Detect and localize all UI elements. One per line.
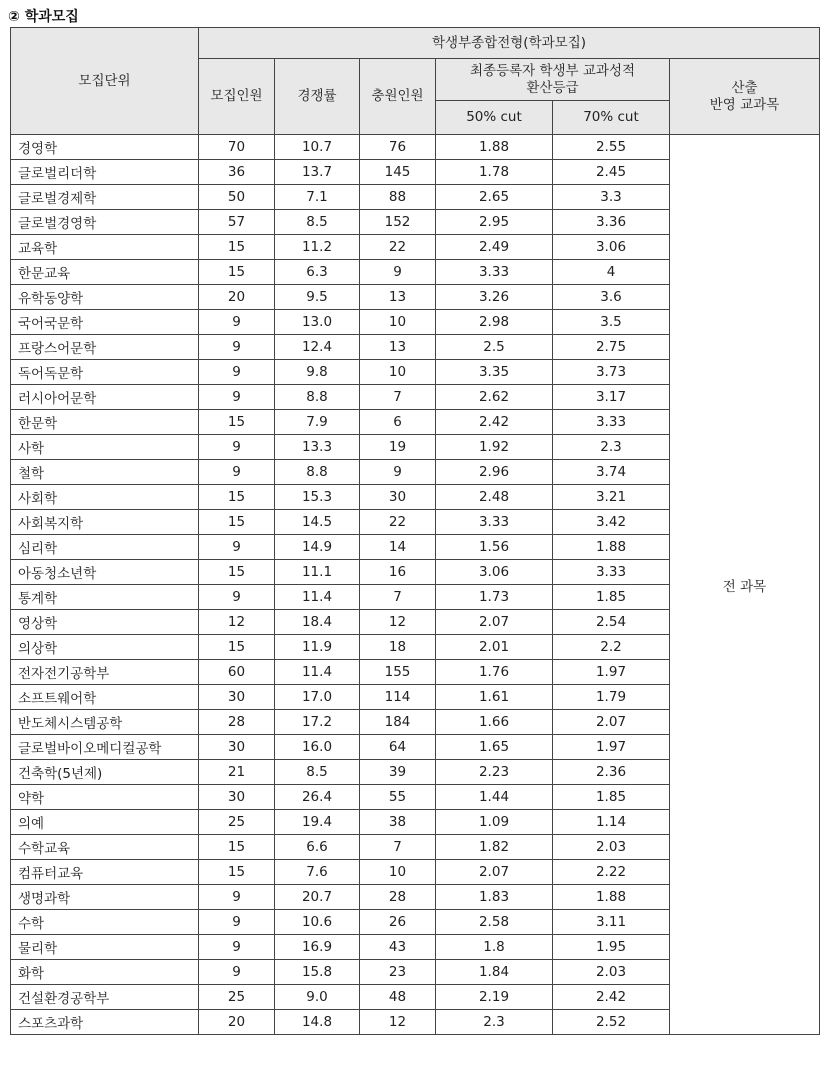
waitlist-cell: 184 [360,710,436,735]
admissions-table [10,27,820,1035]
cut70-cell: 3.42 [553,510,670,535]
waitlist-cell: 26 [360,910,436,935]
cut50-cell: 2.07 [436,610,553,635]
unit-cell: 약학 [11,785,199,810]
unit-cell: 수학 [11,910,199,935]
cut50-cell: 3.35 [436,360,553,385]
header-grade-line2: 환산등급 [526,79,579,96]
competition-cell: 7.1 [275,185,360,210]
cut50-cell: 2.01 [436,635,553,660]
cut70-cell: 2.36 [553,760,670,785]
competition-cell: 26.4 [275,785,360,810]
cut50-cell: 2.96 [436,460,553,485]
cut70-cell: 2.2 [553,635,670,660]
table-row [11,135,820,160]
cut50-cell: 3.26 [436,285,553,310]
cut70-cell: 3.11 [553,910,670,935]
unit-cell: 건설환경공학부 [11,985,199,1010]
cut50-cell: 1.09 [436,810,553,835]
quota-cell: 15 [199,860,275,885]
quota-cell: 9 [199,910,275,935]
competition-cell: 9.8 [275,360,360,385]
quota-cell: 15 [199,485,275,510]
cut50-cell: 1.61 [436,685,553,710]
unit-cell: 경영학 [11,135,199,160]
quota-cell: 50 [199,185,275,210]
cut50-cell: 1.56 [436,535,553,560]
cut70-cell: 2.52 [553,1010,670,1035]
waitlist-cell: 38 [360,810,436,835]
header-grade-line1: 최종등록자 학생부 교과성적 [469,62,636,79]
cut70-cell: 2.07 [553,710,670,735]
waitlist-cell: 12 [360,610,436,635]
cut70-cell: 3.36 [553,210,670,235]
header-subjects [670,59,820,135]
cut70-cell: 1.79 [553,685,670,710]
cut50-cell: 2.42 [436,410,553,435]
competition-cell: 16.9 [275,935,360,960]
cut70-cell: 2.55 [553,135,670,160]
cut50-cell: 1.65 [436,735,553,760]
unit-cell: 컴퓨터교육 [11,860,199,885]
unit-cell: 영상학 [11,610,199,635]
cut50-cell: 2.5 [436,335,553,360]
cut50-cell: 3.33 [436,510,553,535]
header-waitlist: 충원인원 [360,59,436,135]
cut50-cell: 2.95 [436,210,553,235]
waitlist-cell: 152 [360,210,436,235]
quota-cell: 30 [199,685,275,710]
unit-cell: 글로벌리더학 [11,160,199,185]
cut70-cell: 2.45 [553,160,670,185]
cut70-cell: 1.85 [553,585,670,610]
header-cut70: 70% cut [553,101,670,135]
unit-cell: 수학교육 [11,835,199,860]
cut50-cell: 1.78 [436,160,553,185]
cut70-cell: 3.33 [553,560,670,585]
cut70-cell: 1.97 [553,660,670,685]
unit-cell: 한문학 [11,410,199,435]
unit-cell: 생명과학 [11,885,199,910]
unit-cell: 전자전기공학부 [11,660,199,685]
competition-cell: 8.8 [275,460,360,485]
competition-cell: 8.5 [275,760,360,785]
unit-cell: 러시아어문학 [11,385,199,410]
unit-cell: 교육학 [11,235,199,260]
header-grade [436,59,670,101]
cut50-cell: 2.49 [436,235,553,260]
cut70-cell: 3.74 [553,460,670,485]
quota-cell: 9 [199,460,275,485]
quota-cell: 15 [199,410,275,435]
unit-cell: 사회복지학 [11,510,199,535]
cut70-cell: 3.06 [553,235,670,260]
cut50-cell: 1.82 [436,835,553,860]
cut50-cell: 2.62 [436,385,553,410]
quota-cell: 30 [199,785,275,810]
cut50-cell: 1.83 [436,885,553,910]
competition-cell: 8.5 [275,210,360,235]
cut70-cell: 3.17 [553,385,670,410]
cut50-cell: 2.48 [436,485,553,510]
subjects-cell: 전 과목 [670,135,820,1035]
cut50-cell: 2.58 [436,910,553,935]
quota-cell: 25 [199,985,275,1010]
cut50-cell: 1.84 [436,960,553,985]
competition-cell: 12.4 [275,335,360,360]
quota-cell: 15 [199,260,275,285]
unit-cell: 건축학(5년제) [11,760,199,785]
quota-cell: 60 [199,660,275,685]
unit-cell: 반도체시스템공학 [11,710,199,735]
competition-cell: 17.0 [275,685,360,710]
cut50-cell: 2.65 [436,185,553,210]
cut70-cell: 2.03 [553,835,670,860]
header-competition: 경쟁률 [275,59,360,135]
cut70-cell: 2.22 [553,860,670,885]
quota-cell: 25 [199,810,275,835]
quota-cell: 9 [199,585,275,610]
waitlist-cell: 39 [360,760,436,785]
quota-cell: 9 [199,535,275,560]
competition-cell: 13.0 [275,310,360,335]
header-cut50: 50% cut [436,101,553,135]
cut50-cell: 1.76 [436,660,553,685]
quota-cell: 9 [199,935,275,960]
competition-cell: 14.8 [275,1010,360,1035]
waitlist-cell: 13 [360,285,436,310]
competition-cell: 11.1 [275,560,360,585]
competition-cell: 9.5 [275,285,360,310]
waitlist-cell: 12 [360,1010,436,1035]
unit-cell: 유학동양학 [11,285,199,310]
quota-cell: 15 [199,510,275,535]
cut70-cell: 2.42 [553,985,670,1010]
cut70-cell: 2.3 [553,435,670,460]
competition-cell: 11.2 [275,235,360,260]
cut70-cell: 2.75 [553,335,670,360]
cut50-cell: 2.19 [436,985,553,1010]
cut50-cell: 1.66 [436,710,553,735]
header-subjects-line1: 산출 [731,79,758,96]
cut70-cell: 3.21 [553,485,670,510]
competition-cell: 19.4 [275,810,360,835]
competition-cell: 9.0 [275,985,360,1010]
cut50-cell: 2.3 [436,1010,553,1035]
quota-cell: 9 [199,960,275,985]
quota-cell: 20 [199,285,275,310]
competition-cell: 11.9 [275,635,360,660]
competition-cell: 14.5 [275,510,360,535]
competition-cell: 11.4 [275,585,360,610]
cut70-cell: 4 [553,260,670,285]
quota-cell: 70 [199,135,275,160]
waitlist-cell: 43 [360,935,436,960]
quota-cell: 20 [199,1010,275,1035]
quota-cell: 15 [199,835,275,860]
quota-cell: 15 [199,560,275,585]
waitlist-cell: 9 [360,460,436,485]
quota-cell: 9 [199,335,275,360]
header-unit: 모집단위 [11,28,199,135]
cut50-cell: 2.23 [436,760,553,785]
header-subjects-line2: 반영 교과목 [709,96,780,113]
quota-cell: 9 [199,435,275,460]
quota-cell: 9 [199,885,275,910]
waitlist-cell: 30 [360,485,436,510]
unit-cell: 철학 [11,460,199,485]
quota-cell: 30 [199,735,275,760]
unit-cell: 의상학 [11,635,199,660]
competition-cell: 13.7 [275,160,360,185]
waitlist-cell: 10 [360,310,436,335]
cut50-cell: 2.98 [436,310,553,335]
waitlist-cell: 76 [360,135,436,160]
competition-cell: 11.4 [275,660,360,685]
cut70-cell: 3.6 [553,285,670,310]
waitlist-cell: 9 [360,260,436,285]
competition-cell: 15.8 [275,960,360,985]
unit-cell: 화학 [11,960,199,985]
cut50-cell: 1.92 [436,435,553,460]
waitlist-cell: 13 [360,335,436,360]
waitlist-cell: 7 [360,585,436,610]
quota-cell: 9 [199,385,275,410]
quota-cell: 28 [199,710,275,735]
waitlist-cell: 64 [360,735,436,760]
cut50-cell: 2.07 [436,860,553,885]
waitlist-cell: 7 [360,835,436,860]
header-quota: 모집인원 [199,59,275,135]
waitlist-cell: 114 [360,685,436,710]
cut70-cell: 1.88 [553,535,670,560]
unit-cell: 아동청소년학 [11,560,199,585]
competition-cell: 10.7 [275,135,360,160]
unit-cell: 심리학 [11,535,199,560]
unit-cell: 의예 [11,810,199,835]
cut70-cell: 2.03 [553,960,670,985]
unit-cell: 독어독문학 [11,360,199,385]
quota-cell: 9 [199,360,275,385]
cut70-cell: 1.95 [553,935,670,960]
unit-cell: 사학 [11,435,199,460]
unit-cell: 사회학 [11,485,199,510]
header-group: 학생부종합전형(학과모집) [199,28,820,59]
cut70-cell: 2.54 [553,610,670,635]
competition-cell: 15.3 [275,485,360,510]
competition-cell: 20.7 [275,885,360,910]
competition-cell: 7.6 [275,860,360,885]
cut50-cell: 1.44 [436,785,553,810]
competition-cell: 7.9 [275,410,360,435]
waitlist-cell: 155 [360,660,436,685]
quota-cell: 36 [199,160,275,185]
waitlist-cell: 55 [360,785,436,810]
waitlist-cell: 7 [360,385,436,410]
cut70-cell: 1.97 [553,735,670,760]
competition-cell: 6.3 [275,260,360,285]
cut50-cell: 3.06 [436,560,553,585]
cut50-cell: 1.8 [436,935,553,960]
waitlist-cell: 48 [360,985,436,1010]
cut70-cell: 1.85 [553,785,670,810]
unit-cell: 한문교육 [11,260,199,285]
cut50-cell: 1.88 [436,135,553,160]
waitlist-cell: 145 [360,160,436,185]
cut70-cell: 3.5 [553,310,670,335]
cut50-cell: 3.33 [436,260,553,285]
competition-cell: 6.6 [275,835,360,860]
section-title: ② 학과모집 [8,9,79,25]
unit-cell: 글로벌경영학 [11,210,199,235]
waitlist-cell: 10 [360,860,436,885]
unit-cell: 물리학 [11,935,199,960]
cut70-cell: 3.33 [553,410,670,435]
unit-cell: 소프트웨어학 [11,685,199,710]
waitlist-cell: 22 [360,235,436,260]
quota-cell: 15 [199,635,275,660]
cut70-cell: 3.73 [553,360,670,385]
waitlist-cell: 28 [360,885,436,910]
waitlist-cell: 88 [360,185,436,210]
waitlist-cell: 19 [360,435,436,460]
competition-cell: 18.4 [275,610,360,635]
cut70-cell: 3.3 [553,185,670,210]
waitlist-cell: 23 [360,960,436,985]
competition-cell: 16.0 [275,735,360,760]
unit-cell: 글로벌바이오메디컬공학 [11,735,199,760]
waitlist-cell: 22 [360,510,436,535]
waitlist-cell: 16 [360,560,436,585]
competition-cell: 8.8 [275,385,360,410]
quota-cell: 21 [199,760,275,785]
competition-cell: 14.9 [275,535,360,560]
unit-cell: 프랑스어문학 [11,335,199,360]
waitlist-cell: 10 [360,360,436,385]
competition-cell: 10.6 [275,910,360,935]
quota-cell: 15 [199,235,275,260]
cut70-cell: 1.88 [553,885,670,910]
unit-cell: 글로벌경제학 [11,185,199,210]
quota-cell: 12 [199,610,275,635]
competition-cell: 13.3 [275,435,360,460]
waitlist-cell: 18 [360,635,436,660]
quota-cell: 57 [199,210,275,235]
unit-cell: 스포츠과학 [11,1010,199,1035]
cut70-cell: 1.14 [553,810,670,835]
cut50-cell: 1.73 [436,585,553,610]
waitlist-cell: 14 [360,535,436,560]
waitlist-cell: 6 [360,410,436,435]
competition-cell: 17.2 [275,710,360,735]
unit-cell: 통계학 [11,585,199,610]
quota-cell: 9 [199,310,275,335]
unit-cell: 국어국문학 [11,310,199,335]
